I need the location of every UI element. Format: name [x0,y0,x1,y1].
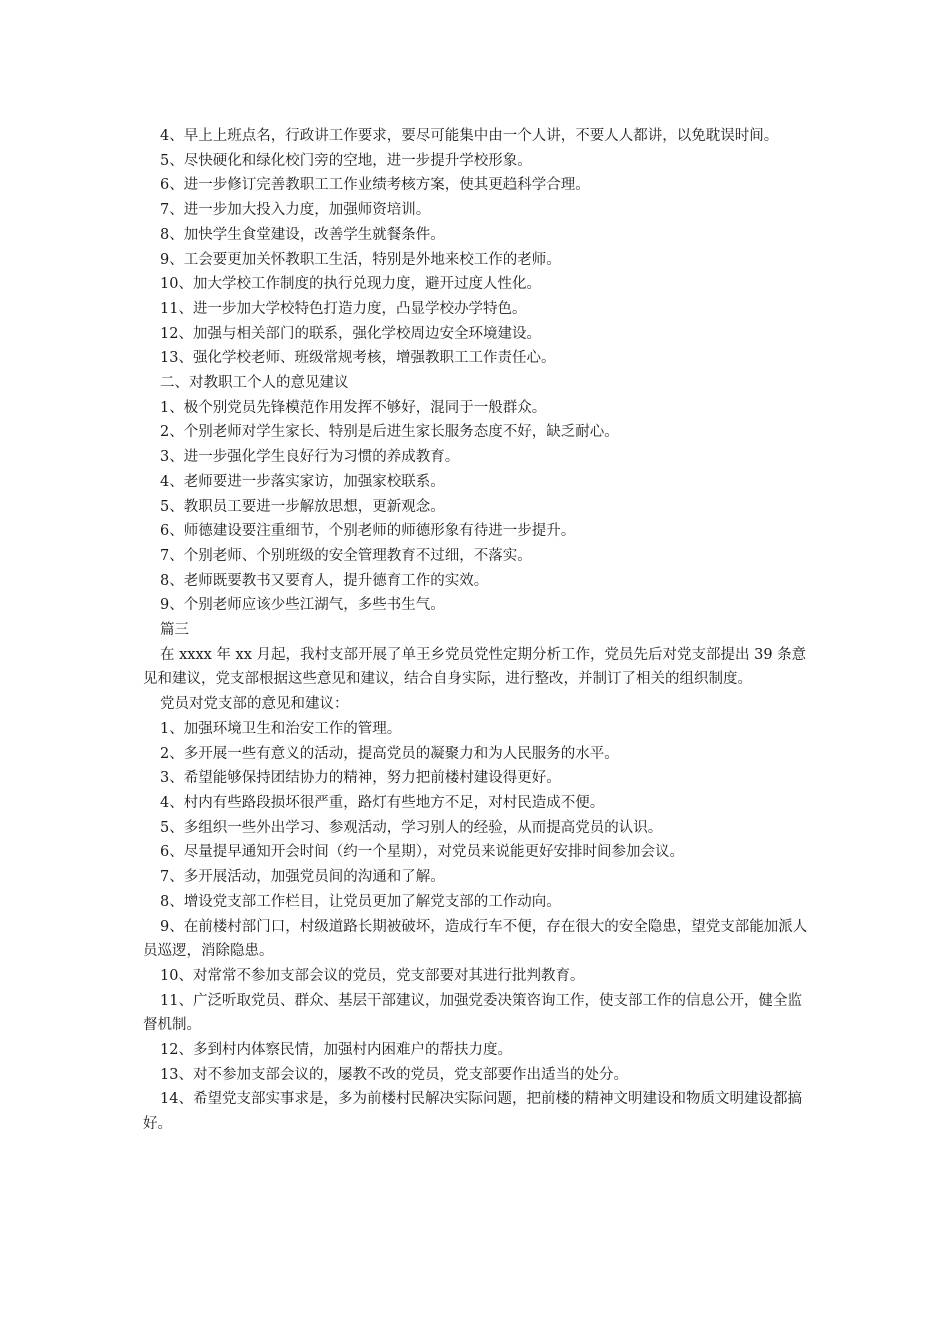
paragraph: 3、进一步强化学生良好行为习惯的养成教育。 [160,449,460,466]
paragraph: 5、尽快硬化和绿化校门旁的空地，进一步提升学校形象。 [160,152,532,169]
paragraph: 6、进一步修订完善教职工工作业绩考核方案，使其更趋科学合理。 [160,177,590,194]
paragraph: 2、个别老师对学生家长、特别是后进生家长服务态度不好，缺乏耐心。 [160,424,619,441]
paragraph: 4、早上上班点名，行政讲工作要求，要尽可能集中由一个人讲，不要人人都讲，以免耽误时间。 [160,128,779,144]
paragraph: 12、多到村内体察民情，加强村内困难户的帮扶力度。 [160,1042,512,1059]
paragraph: 5、多组织一些外出学习、参观活动，学习别人的经验，从而提高党员的认识。 [160,819,663,836]
section-heading: 二、对教职工个人的意见建议 [160,375,349,392]
paragraph: 7、进一步加大投入力度，加强师资培训。 [160,202,431,219]
paragraph: 4、老师要进一步落实家访，加强家校联系。 [160,473,445,490]
paragraph: 14、希望党支部实事求是，多为前楼村民解决实际问题，把前楼的精神文明建设和物质文明建设都搞好。 [143,1091,802,1133]
paragraph: 9、个别老师应该少些江湖气，多些书生气。 [160,597,445,614]
paragraph: 4、村内有些路段损坏很严重，路灯有些地方不足，对村民造成不便。 [160,794,605,811]
paragraph: 13、强化学校老师、班级常规考核，增强教职工工作责任心。 [160,350,556,367]
paragraph: 11、进一步加大学校特色打造力度，凸显学校办学特色。 [160,300,527,317]
paragraph: 11、广泛听取党员、群众、基层干部建议，加强党委决策咨询工作，使支部工作的信息公开，健全监督机制。 [143,992,802,1034]
paragraph: 8、增设党支部工作栏目，让党员更加了解党支部的工作动向。 [160,893,561,910]
paragraph: 9、在前楼村部门口，村级道路长期被破坏，造成行车不便，存在很大的安全隐患，望党支部能加派人员巡逻，消除隐患。 [143,918,808,960]
paragraph: 10、加大学校工作制度的执行兑现力度，避开过度人性化。 [160,276,541,293]
paragraph: 党员对党支部的意见和建议： [160,696,349,713]
paragraph: 6、尽量提早通知开会时间（约一个星期），对党员来说能更好安排时间参加会议。 [160,844,684,861]
paragraph: 8、老师既要教书又要育人，提升德育工作的实效。 [160,572,489,589]
paragraph: 1、极个别党员先锋模范作用发挥不够好，混同于一般群众。 [160,399,547,416]
document-body [143,124,809,1137]
paragraph: 8、加快学生食堂建设，改善学生就餐条件。 [160,226,445,243]
paragraph: 3、希望能够保持团结协力的精神，努力把前楼村建设得更好。 [160,770,561,787]
paragraph: 13、对不参加支部会议的，屡教不改的党员，党支部要作出适当的处分。 [160,1066,628,1083]
section-heading: 篇三 [160,622,189,639]
paragraph: 2、多开展一些有意义的活动，提高党员的凝聚力和为人民服务的水平。 [160,745,619,762]
paragraph: 12、加强与相关部门的联系，强化学校周边安全环境建设。 [160,325,541,342]
paragraph: 7、个别老师、个别班级的安全管理教育不过细，不落实。 [160,547,532,564]
paragraph: 7、多开展活动，加强党员间的沟通和了解。 [160,869,445,886]
paragraph: 在 xxxx 年 xx 月起，我村支部开展了单王乡党员党性定期分析工作，党员先后对党支部提出 39 条意见和建议，党支部根据这些意见和建议，结合自身实际，进行整改，并制订了相关的组织制度。 [143,646,807,688]
paragraph: 9、工会要更加关怀教职工生活，特别是外地来校工作的老师。 [160,251,561,268]
paragraph: 6、师德建设要注重细节，个别老师的师德形象有待进一步提升。 [160,523,576,540]
paragraph: 1、加强环境卫生和治安工作的管理。 [160,720,402,737]
paragraph: 10、对常常不参加支部会议的党员，党支部要对其进行批判教育。 [160,967,585,984]
paragraph: 5、教职员工要进一步解放思想，更新观念。 [160,498,445,515]
